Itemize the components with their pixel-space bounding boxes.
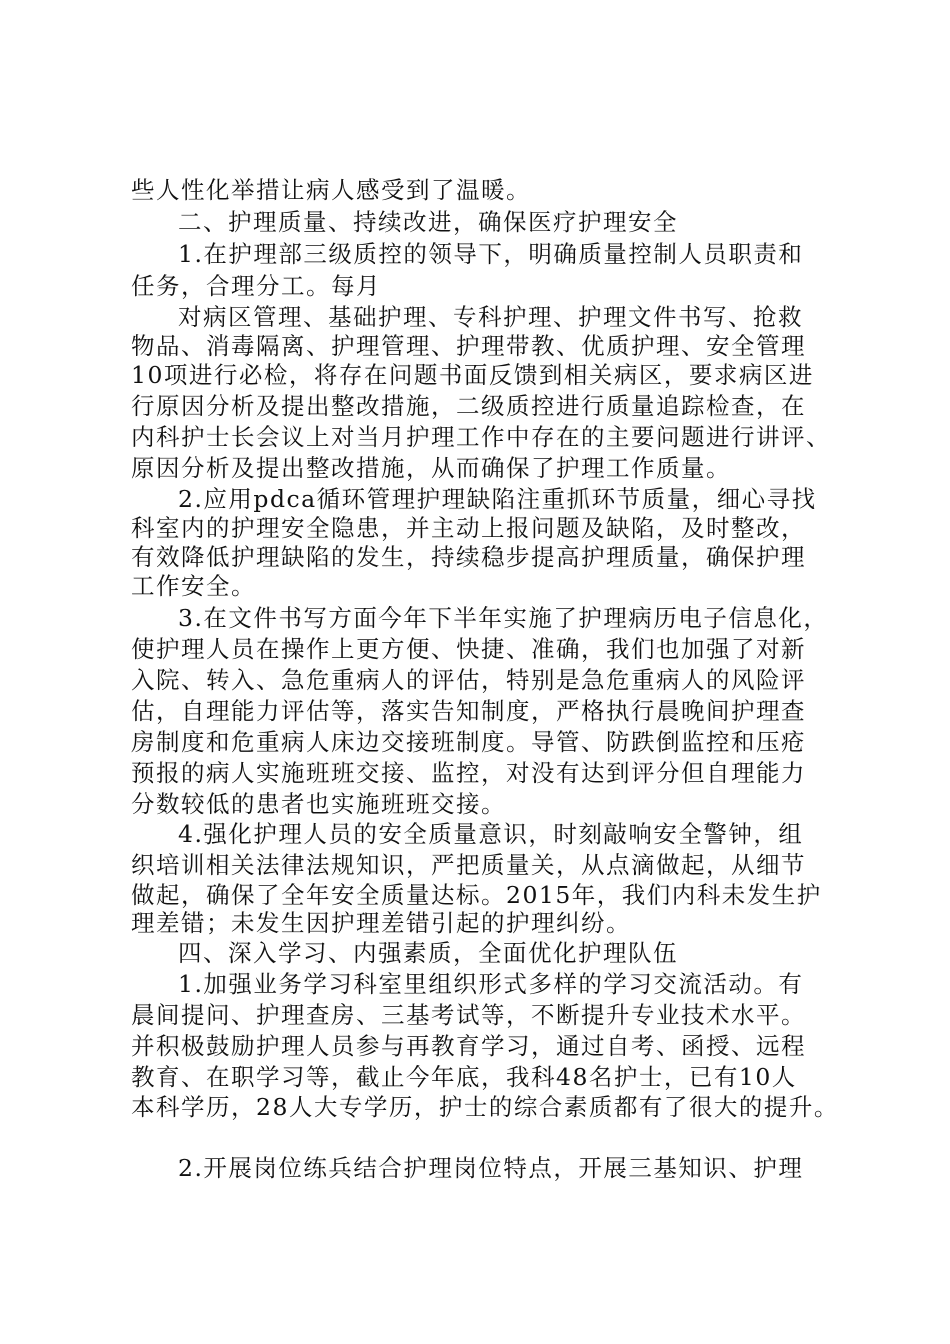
section-heading: 四、深入学习、内强素质，全面优化护理队伍	[178, 939, 678, 967]
text-line: 估，自理能力评估等，落实告知制度，严格执行晨晚间护理查	[131, 697, 806, 725]
text-line: 织培训相关法律法规知识，严把质量关，从点滴做起，从细节	[131, 851, 806, 879]
text-line: 并积极鼓励护理人员参与再教育学习，通过自考、函授、远程	[131, 1032, 806, 1060]
text-line: 晨间提问、护理查房、三基考试等，不断提升专业技术水平。	[131, 1001, 806, 1029]
text-line: 4.强化护理人员的安全质量意识，时刻敲响安全警钟，组	[178, 820, 804, 848]
text-line: 3.在文件书写方面今年下半年实施了护理病历电子信息化，	[178, 604, 829, 632]
section-heading: 二、护理质量、持续改进，确保医疗护理安全	[178, 208, 678, 236]
text-line: 些人性化举措让病人感受到了温暖。	[131, 176, 531, 204]
text-line: 任务，合理分工。每月	[131, 272, 381, 300]
text-line: 房制度和危重病人床边交接班制度。导管、防跌倒监控和压疮	[131, 728, 806, 756]
text-line: 10项进行必检，将存在问题书面反馈到相关病区，要求病区进	[131, 361, 814, 389]
text-line: 1.在护理部三级质控的领导下，明确质量控制人员职责和	[178, 240, 804, 268]
text-line: 理差错；未发生因护理差错引起的护理纠纷。	[131, 909, 631, 937]
text-line: 原因分析及提出整改措施，从而确保了护理工作质量。	[131, 454, 731, 482]
text-line: 使护理人员在操作上更方便、快捷、准确，我们也加强了对新	[131, 635, 806, 663]
text-line: 2.开展岗位练兵结合护理岗位特点，开展三基知识、护理	[178, 1154, 804, 1182]
text-line: 本科学历，28人大专学历，护士的综合素质都有了很大的提升。	[131, 1093, 839, 1121]
text-line: 有效降低护理缺陷的发生，持续稳步提高护理质量，确保护理	[131, 543, 806, 571]
text-line: 对病区管理、基础护理、专科护理、护理文件书写、抢救	[178, 303, 803, 331]
text-line: 物品、消毒隔离、护理管理、护理带教、优质护理、安全管理	[131, 332, 806, 360]
text-line: 做起，确保了全年安全质量达标。2015年，我们内科未发生护	[131, 881, 822, 909]
text-line: 行原因分析及提出整改措施，二级质控进行质量追踪检查，在	[131, 392, 806, 420]
text-line: 教育、在职学习等，截止今年底，我科48名护士，已有10人	[131, 1063, 797, 1091]
text-line: 1.加强业务学习科室里组织形式多样的学习交流活动。有	[178, 970, 804, 998]
text-line: 工作安全。	[131, 572, 256, 600]
text-line: 内科护士长会议上对当月护理工作中存在的主要问题进行讲评、	[131, 423, 831, 451]
text-line: 预报的病人实施班班交接、监控，对没有达到评分但自理能力	[131, 759, 806, 787]
text-line: 入院、转入、急危重病人的评估，特别是急危重病人的风险评	[131, 666, 806, 694]
text-line: 分数较低的患者也实施班班交接。	[131, 790, 506, 818]
text-line: 科室内的护理安全隐患，并主动上报问题及缺陷，及时整改，	[131, 514, 806, 542]
text-line: 2.应用pdca循环管理护理缺陷注重抓环节质量，细心寻找	[178, 485, 817, 513]
